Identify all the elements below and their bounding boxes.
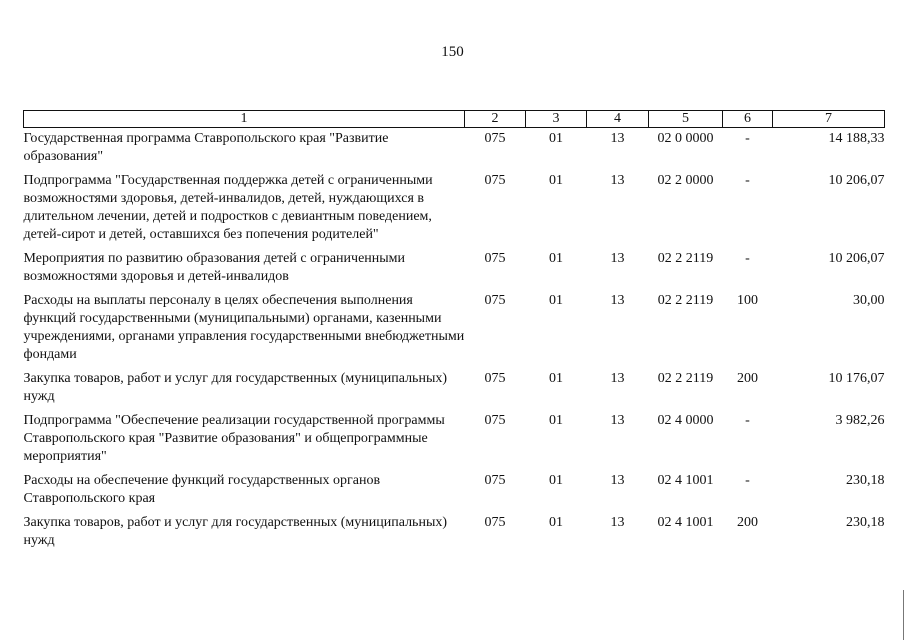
row-code-6: - — [745, 413, 750, 428]
row-name: Закупка товаров, работ и услуг для государственных (муниципальных) нужд — [23, 371, 448, 404]
column-header: 6 — [723, 111, 773, 128]
row-code-2: 075 — [484, 173, 506, 188]
column-header: 5 — [649, 111, 723, 128]
page-number: 150 — [441, 44, 464, 60]
row-amount: 30,00 — [853, 293, 885, 308]
row-code-5: 02 2 0000 — [657, 173, 714, 188]
row-amount: 10 176,07 — [828, 371, 885, 386]
table-header-row — [24, 111, 885, 128]
column-header: 1 — [24, 111, 465, 128]
row-code-5: 02 4 1001 — [657, 515, 714, 530]
row-name: Расходы на выплаты персоналу в целях обеспечения выполнения функций государственными (муниципальными) органами, казенными учреждениями, органами управления государственными внебюджетными фондами — [23, 293, 465, 362]
row-code-5: 02 0 0000 — [657, 131, 714, 146]
row-name: Государственная программа Ставропольского края "Развитие образования" — [23, 131, 389, 164]
row-code-5: 02 4 0000 — [657, 413, 714, 428]
row-code-5: 02 2 2119 — [657, 293, 714, 308]
table-row — [24, 128, 885, 171]
column-header: 7 — [773, 111, 885, 128]
row-code-2: 075 — [484, 251, 506, 266]
row-name: Подпрограмма "Государственная поддержка детей с ограниченными возможностями здоровья, детей-инвалидов, детей, нуждающихся в длительном лечении, детей и подростков с девиантным поведением, детей-сирот и детей, оставшихся без попечения родителей" — [23, 173, 433, 242]
table-row — [24, 170, 885, 248]
row-code-6: - — [745, 173, 750, 188]
row-code-6: 100 — [737, 293, 758, 308]
row-code-2: 075 — [484, 131, 506, 146]
row-code-2: 075 — [484, 515, 506, 530]
row-code-6: 200 — [737, 515, 758, 530]
row-code-3: 01 — [549, 293, 563, 308]
row-code-4: 13 — [610, 371, 625, 386]
column-header: 3 — [526, 111, 587, 128]
row-code-3: 01 — [549, 251, 563, 266]
row-amount: 10 206,07 — [828, 251, 885, 266]
row-amount: 14 188,33 — [828, 131, 885, 146]
row-code-3: 01 — [549, 515, 563, 530]
table-row — [24, 248, 885, 290]
row-code-2: 075 — [484, 371, 506, 386]
row-code-4: 13 — [610, 131, 625, 146]
row-name: Подпрограмма "Обеспечение реализации государственной программы Ставропольского края "Развитие образования" и общепрограммные мероприятия" — [23, 413, 445, 464]
row-name: Закупка товаров, работ и услуг для государственных (муниципальных) нужд — [23, 515, 448, 548]
row-code-3: 01 — [549, 371, 563, 386]
row-code-6: - — [745, 473, 750, 488]
row-amount: 10 206,07 — [828, 173, 885, 188]
row-code-6: - — [745, 131, 750, 146]
row-code-4: 13 — [610, 515, 625, 530]
row-code-3: 01 — [549, 131, 563, 146]
table-row — [24, 512, 885, 554]
column-header: 2 — [465, 111, 526, 128]
column-header: 4 — [587, 111, 649, 128]
table-row — [24, 410, 885, 470]
row-code-3: 01 — [549, 473, 563, 488]
table-row — [24, 368, 885, 410]
row-name: Мероприятия по развитию образования детей с ограниченными возможностями здоровья и детей-инвалидов — [23, 251, 406, 284]
row-code-6: 200 — [737, 371, 758, 386]
row-code-4: 13 — [610, 413, 625, 428]
row-code-3: 01 — [549, 173, 563, 188]
row-code-4: 13 — [610, 473, 625, 488]
row-code-4: 13 — [610, 293, 625, 308]
row-code-4: 13 — [610, 251, 625, 266]
row-code-5: 02 2 2119 — [657, 371, 714, 386]
row-code-4: 13 — [610, 173, 625, 188]
row-code-2: 075 — [484, 473, 506, 488]
row-amount: 230,18 — [846, 473, 885, 488]
row-code-3: 01 — [549, 413, 563, 428]
row-code-2: 075 — [484, 293, 506, 308]
budget-table — [23, 110, 885, 554]
row-name: Расходы на обеспечение функций государственных органов Ставропольского края — [23, 473, 381, 506]
scan-edge-line — [903, 590, 904, 640]
row-amount: 230,18 — [846, 515, 885, 530]
row-code-5: 02 2 2119 — [657, 251, 714, 266]
table-row — [24, 470, 885, 512]
row-code-2: 075 — [484, 413, 506, 428]
row-code-5: 02 4 1001 — [657, 473, 714, 488]
table-row — [24, 290, 885, 368]
row-code-6: - — [745, 251, 750, 266]
row-amount: 3 982,26 — [835, 413, 885, 428]
